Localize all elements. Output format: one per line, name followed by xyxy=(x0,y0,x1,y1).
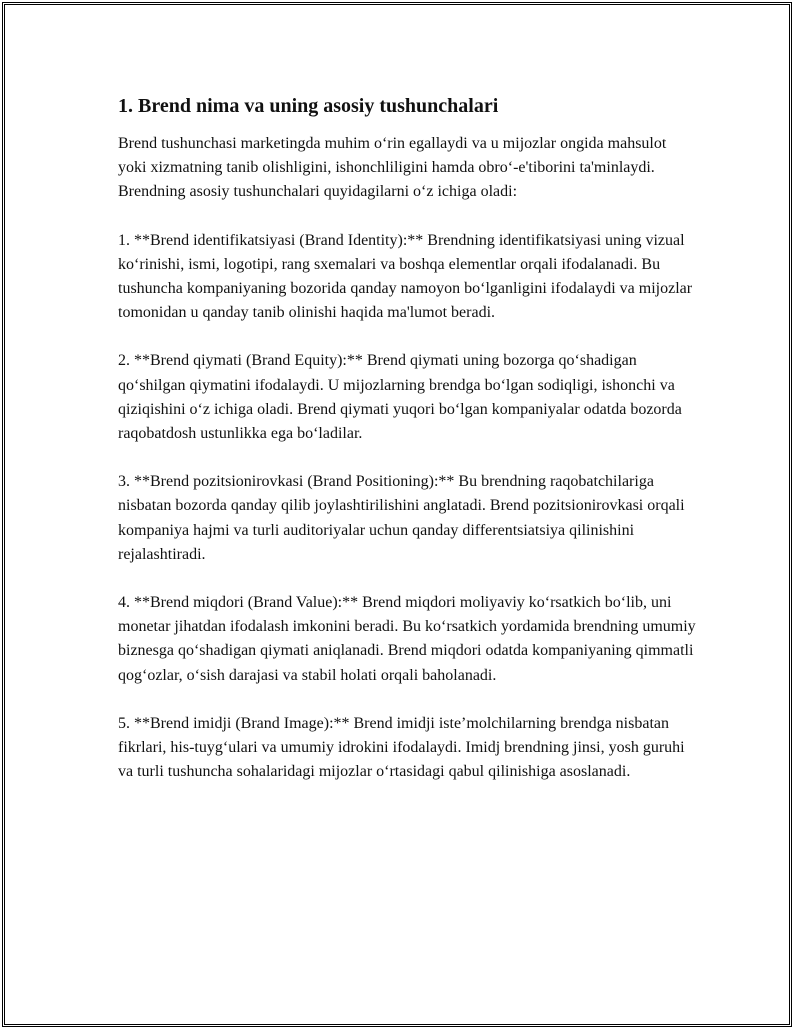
section-heading: 1. Brend nima va uning asosiy tushunchalari xyxy=(118,95,499,117)
paragraph-brand-value: 4. **Brend miqdori (Brand Value):** Brend miqdori moliyaviy ko‘rsatkich bo‘lib, uni monetar jihatdan ifodalash imkonini beradi. Bu ko‘rsatkich yordamida brendning umumiy biznesga qo‘shadigan qiymati aniqlanadi. Brend miqdori odatda kompaniyaning qimmatli qog‘ozlar, o‘sish darajasi va stabil holati orqali baholanadi. xyxy=(118,594,696,684)
document-body xyxy=(118,92,698,808)
paragraph-brand-equity: 2. **Brend qiymati (Brand Equity):** Brend qiymati uning bozorga qo‘shadigan qo‘shilgan qiymatini ifodalaydi. U mijozlarning brendga bo‘lgan sodiqligi, ishonchi va qiziqishini o‘z ichiga oladi. Brend qiymati yuqori bo‘lgan kompaniyalar odatda bozorda raqobatdosh ustunlikka ega bo‘ladilar. xyxy=(118,352,682,443)
paragraph-brand-positioning: 3. **Brend pozitsionirovkasi (Brand Positioning):** Bu brendning raqobatchilariga nisbatan bozorda qanday qilib joylashtirilishini anglatadi. Brend pozitsionirovkasi orqali kompaniya hajmi va turli auditoriyalar uchun qanday differentsiatsiya qilinishini rejalashtiradi. xyxy=(118,473,685,563)
intro-paragraph: Brend tushunchasi marketingda muhim o‘rin egallaydi va u mijozlar ongida mahsulot yoki xizmatning tanib olishligini, ishonchliligini hamda obro‘-e'tiborini ta'minlaydi. Brendning asosiy tushunchalari quyidagilarni o‘z ichiga oladi: xyxy=(118,135,667,201)
paragraph-brand-identity: 1. **Brend identifikatsiyasi (Brand Identity):** Brendning identifikatsiyasi uning vizual ko‘rinishi, ismi, logotipi, rang sxemalari va boshqa elementlar orqali ifodalanadi. Bu tushuncha kompaniyaning bozorida qanday namoyon bo‘lganligini ifodalaydi va mijozlar tomonidan u qanday tanib olinishi haqida ma'lumot beradi. xyxy=(118,231,693,322)
paragraph-brand-image: 5. **Brend imidji (Brand Image):** Brend imidji iste’molchilarning brendga nisbatan fikrlari, his-tuyg‘ulari va umumiy idrokini ifodalaydi. Imidj brendning jinsi, yosh guruhi va turli tushuncha sohalaridagi mijozlar o‘rtasidagi qabul qilinishiga asoslanadi. xyxy=(118,714,685,781)
